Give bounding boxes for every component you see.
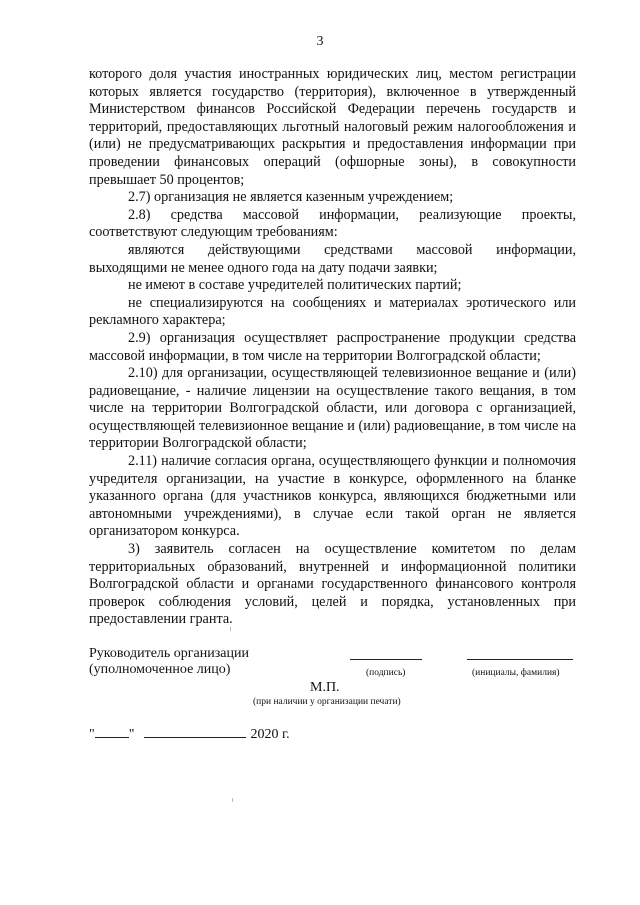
page-number: 3 — [316, 34, 324, 49]
stamp-label: М.П. — [310, 680, 340, 695]
paragraph-2-8-a: являются действующими средствами массовой информации, выходящими не менее одного года на дату подачи заявки; — [89, 241, 576, 276]
signatory-label: Руководитель организации — [89, 646, 249, 661]
paragraph-2-8: 2.8) средства массовой информации, реализующие проекты, соответствуют следующим требованиям: — [89, 206, 576, 241]
signature-caption: (подпись) — [366, 668, 406, 678]
paragraph-2-11: 2.11) наличие согласия органа, осуществляющего функции и полномочия учредителя организации, на участие в конкурсе, оформленного на бланке указанного органа (для участников конкурса, являющихся бюджетными или автономными учреждениями), в случае если такой орган не является организатором конкурса. — [89, 453, 576, 540]
signature-line — [350, 659, 422, 660]
signatory-sublabel: (уполномоченное лицо) — [89, 662, 231, 677]
date-quote-open: " — [89, 727, 95, 742]
date-row — [89, 725, 290, 743]
initials-line — [467, 659, 573, 660]
date-quote-close: " — [128, 727, 135, 742]
paragraph-2-8-b: не имеют в составе учредителей политических партий; — [128, 277, 462, 294]
date-year: 2020 г. — [250, 727, 290, 742]
paragraph-3: 3) заявитель согласен на осуществление комитетом по делам территориальных образований, внутренней и информационной политики Волгоградской области и органами государственного финансового контроля проверок соблюдения условий, целей и порядка, установленных при предоставлении гранта. — [89, 541, 576, 628]
paragraph-2-7: 2.7) организация не является казенным учреждением; — [128, 189, 454, 206]
paragraph-offshore: которого доля участия иностранных юридических лиц, местом регистрации которых является государство (территория), включенное в утвержденный Министерством финансов Российской Федерации перечень государств и территорий, предоставляющих льготный налоговый режим налогообложения и (или) не предусматривающих раскрытия и предоставления информации при проведении финансовых операций (офшорные зоны), в совокупности превышает 50 процентов; — [89, 66, 576, 188]
initials-caption: (инициалы, фамилия) — [472, 668, 560, 678]
paragraph-2-10: 2.10) для организации, осуществляющей телевизионное вещание и (или) радиовещание, - наличие лицензии на осуществление такого вещания, в том числе на территории Волгоградской области, или договора с организацией, осуществляющей телевизионное вещание и (или) радиовещание, в том числе на территории Волгоградской области; — [89, 365, 576, 452]
day-blank — [95, 725, 129, 738]
document-body — [89, 66, 576, 629]
stamp-caption: (при наличии у организации печати) — [253, 697, 401, 707]
paragraph-2-8-c: не специализируются на сообщениях и материалах эротического или рекламного характера; — [89, 294, 576, 329]
scan-mark-bottom — [232, 798, 233, 802]
month-blank — [144, 725, 246, 738]
scan-mark — [230, 627, 231, 631]
paragraph-2-9: 2.9) организация осуществляет распространение продукции средства массовой информации, в том числе на территории Волгоградской области; — [89, 329, 576, 364]
